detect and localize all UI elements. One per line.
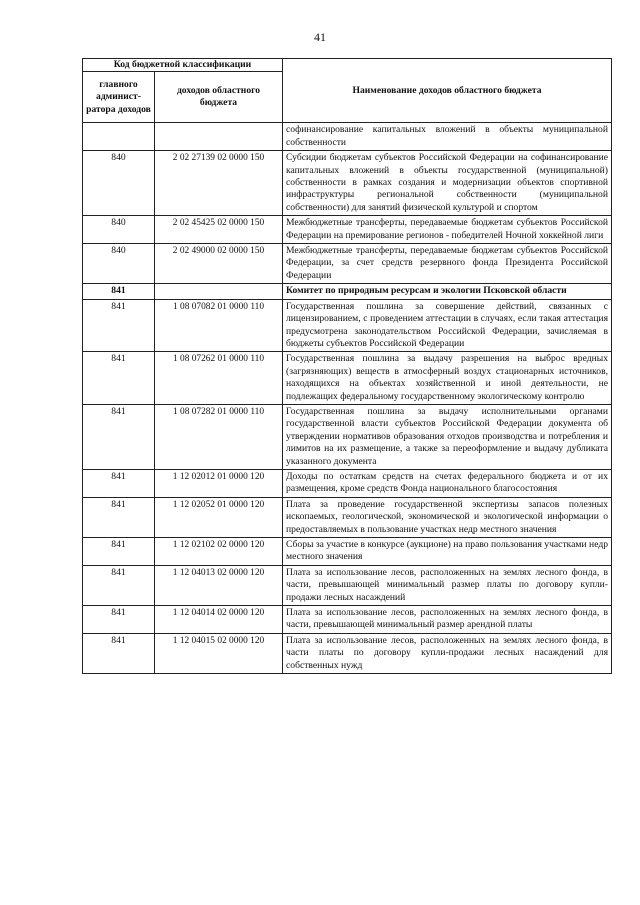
admin-cell: 840	[83, 216, 155, 244]
name-cell: Плата за проведение государственной экспертизы запасов полезных ископаемых, геологической, экономической и экологической информации о предоставляемых в пользование участках недр местного значения	[283, 497, 612, 537]
table-row	[83, 299, 612, 352]
code-cell: 1 08 07282 01 0000 110	[155, 404, 283, 469]
name-cell: Доходы по остаткам средств на счетах федерального бюджета и от их размещения, кроме средств Фонда национального благосостояния	[283, 469, 612, 497]
name-cell: Субсидии бюджетам субъектов Российской Федерации на софинансирование капитальных вложений в объекты государственной (муниципальной) собственности в рамках создания и модернизации объектов спортивной инфраструктуры региональной собственности (муниципальной собственности) для занятий физической культурой и спортом	[283, 151, 612, 216]
table-row	[83, 244, 612, 284]
table-row	[83, 497, 612, 537]
name-cell: Государственная пошлина за совершение действий, связанных с лицензированием, с проведением аттестации в случаях, если такая аттестация предусмотрена законодательством Российской Федерации, зачисляемая в бюджеты субъектов Российской Федерации	[283, 299, 612, 352]
budget-classification-table	[82, 58, 612, 674]
admin-cell: 840	[83, 244, 155, 284]
table-row	[83, 565, 612, 605]
code-cell: 2 02 27139 02 0000 150	[155, 151, 283, 216]
classification-header: Код бюджетной классификации	[83, 59, 283, 72]
admin-cell: 841	[83, 352, 155, 405]
code-cell: 1 08 07082 01 0000 110	[155, 299, 283, 352]
code-cell: 1 12 04015 02 0000 120	[155, 633, 283, 673]
code-cell: 1 12 02012 01 0000 120	[155, 469, 283, 497]
name-cell: Государственная пошлина за выдачу разрешения на выброс вредных (загрязняющих) веществ в атмосферный воздух стационарных источников, находящихся на объектах хозяйственной и иной деятельности, не подлежащих федеральному государственному экологическому контролю	[283, 352, 612, 405]
page-number: 41	[314, 30, 326, 44]
name-cell: Плата за использование лесов, расположенных на землях лесного фонда, в части, превышающей минимальный размер платы по договору купли-продажи лесных насаждений	[283, 565, 612, 605]
code-cell: 1 08 07262 01 0000 110	[155, 352, 283, 405]
admin-cell: 841	[83, 469, 155, 497]
name-cell: Комитет по природным ресурсам и экологии Псковской области	[283, 284, 612, 299]
admin-cell: 841	[83, 497, 155, 537]
code-cell	[155, 284, 283, 299]
admin-cell: 841	[83, 606, 155, 634]
admin-cell: 841	[83, 299, 155, 352]
code-cell: 1 12 02052 01 0000 120	[155, 497, 283, 537]
table-row	[83, 123, 612, 151]
name-cell: Плата за использование лесов, расположенных на землях лесного фонда, в части, превышающей минимальный размер арендной платы	[283, 606, 612, 634]
table-row	[83, 633, 612, 673]
name-header: Наименование доходов областного бюджета	[283, 59, 612, 123]
table-row	[83, 216, 612, 244]
code-cell	[155, 123, 283, 151]
table-row	[83, 606, 612, 634]
name-cell: Межбюджетные трансферты, передаваемые бюджетам субъектов Российской Федерации на премирование регионов - победителей Ночной хоккейной лиги	[283, 216, 612, 244]
table-body	[83, 123, 612, 674]
table-row	[83, 469, 612, 497]
name-cell: Межбюджетные трансферты, передаваемые бюджетам субъектов Российской Федерации, за счет средств резервного фонда Президента Российской Федерации	[283, 244, 612, 284]
admin-cell: 840	[83, 151, 155, 216]
admin-cell: 841	[83, 633, 155, 673]
code-cell: 1 12 04013 02 0000 120	[155, 565, 283, 605]
admin-cell: 841	[83, 404, 155, 469]
name-cell: софинансирование капитальных вложений в объекты муниципальной собственности	[283, 123, 612, 151]
admin-cell	[83, 123, 155, 151]
name-cell: Сборы за участие в конкурсе (аукционе) на право пользования участками недр местного значения	[283, 538, 612, 566]
table-row	[83, 538, 612, 566]
name-cell: Государственная пошлина за выдачу исполнительными органами государственной власти субъектов Российской Федерации документа об утверждении нормативов образования отходов производства и потребления и лимитов на их размещение, а также за переоформление и выдачу дубликата указанного документа	[283, 404, 612, 469]
code-header: доходов областного бюджета	[155, 72, 283, 123]
code-cell: 1 12 04014 02 0000 120	[155, 606, 283, 634]
table-row	[83, 352, 612, 405]
admin-cell: 841	[83, 538, 155, 566]
admin-cell: 841	[83, 565, 155, 605]
code-cell: 1 12 02102 02 0000 120	[155, 538, 283, 566]
table-row	[83, 151, 612, 216]
code-cell: 2 02 45425 02 0000 150	[155, 216, 283, 244]
admin-cell: 841	[83, 284, 155, 299]
code-cell: 2 02 49000 02 0000 150	[155, 244, 283, 284]
table-row	[83, 284, 612, 299]
table-row	[83, 404, 612, 469]
admin-header: главного админист-ратора доходов	[83, 72, 155, 123]
name-cell: Плата за использование лесов, расположенных на землях лесного фонда, в части платы по договору купли-продажи лесных насаждений для собственных нужд	[283, 633, 612, 673]
